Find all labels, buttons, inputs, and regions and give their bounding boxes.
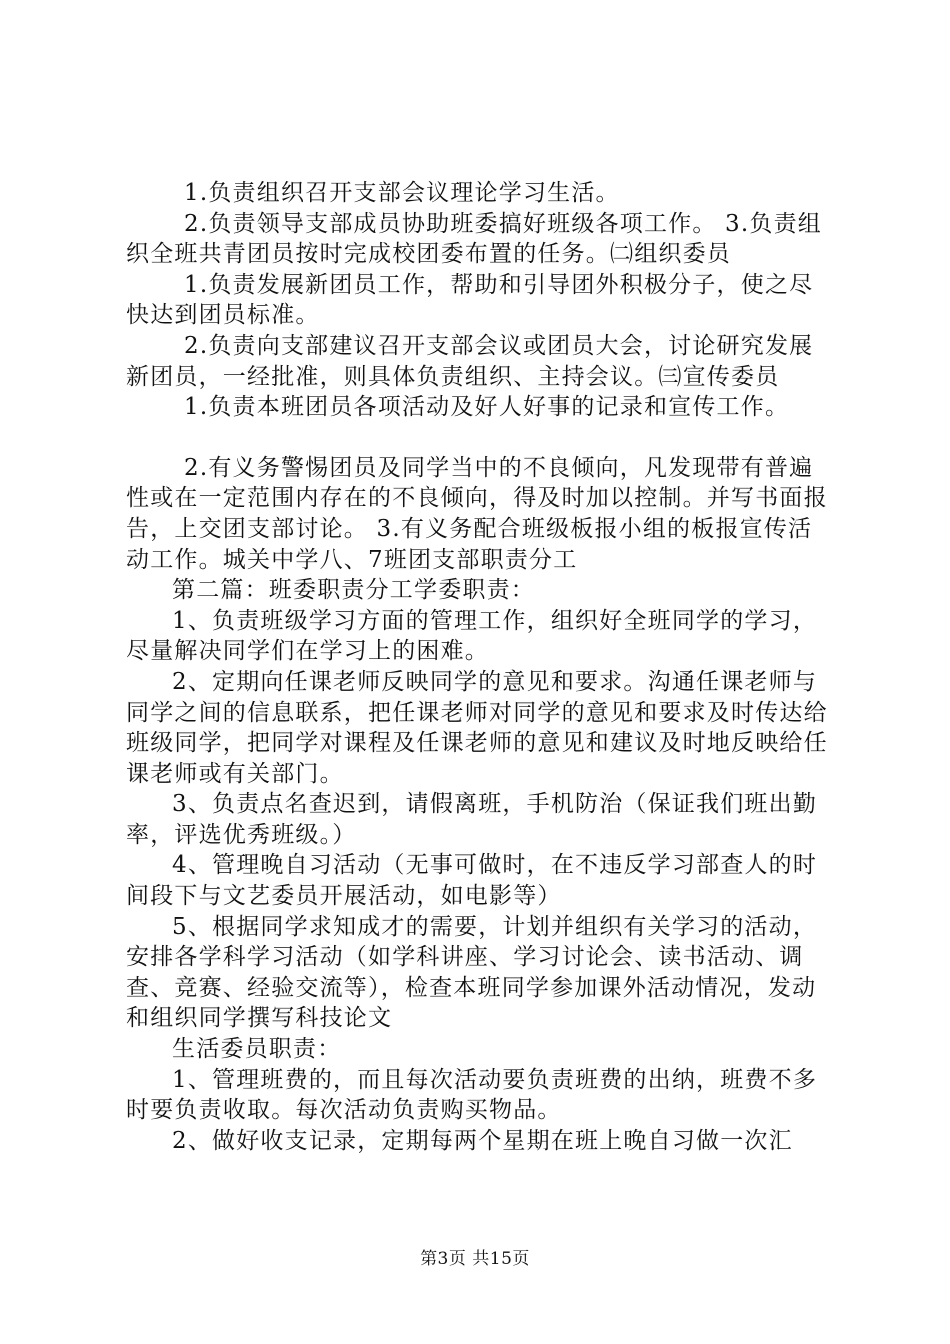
paragraph: 1、负责班级学习方面的管理工作，组织好全班同学的学习，尽量解决同学们在学习上的困难。: [126, 607, 818, 665]
paragraph: 1.负责组织召开支部会议理论学习生活。: [184, 180, 620, 206]
paragraph-gap: [126, 423, 836, 453]
paragraph: 1.负责本班团员各项活动及好人好事的记录和宣传工作。: [184, 394, 790, 421]
paragraph: 5、根据同学求知成才的需要，计划并组织有关学习的活动，安排各学科学习活动（如学科讲座、学习讨论会、读书活动、调查、竞赛、经验交流等），检查本班同学参加课外活动情况，发动和组织同学撰写科技论文: [126, 913, 818, 1032]
paragraph: 2、定期向任课老师反映同学的意见和要求。沟通任课老师与同学之间的信息联系，把任课老师对同学的意见和要求及时传达给班级同学，把同学对课程及任课老师的意见和建议及时地反映给任课老师或有关部门。: [126, 668, 828, 787]
paragraph: 2.有义务警惕团员及同学当中的不良倾向，凡发现带有普遍性或在一定范围内存在的不良倾向，得及时加以控制。并写书面报告，上交团支部讨论。 3.有义务配合班级板报小组的板报宣传活动工作。城关中学八、7班团支部职责分工: [126, 454, 828, 573]
document-body: [126, 178, 836, 1156]
section-heading: 第二篇：班委职责分工学委职责：: [172, 577, 535, 604]
section-heading: 生活委员职责：: [172, 1036, 342, 1063]
paragraph: 1、管理班费的，而且每次活动要负责班费的出纳，班费不多时要负责收取。每次活动负责购买物品。: [126, 1066, 818, 1124]
paragraph: 2.负责领导支部成员协助班委搞好班级各项工作。 3.负责组织全班共青团员按时完成校团委布置的任务。㈡组织委员: [126, 210, 822, 268]
paragraph: 4、管理晚自习活动（无事可做时，在不违反学习部查人的时间段下与文艺委员开展活动，如电影等）: [126, 852, 818, 910]
paragraph: 2.负责向支部建议召开支部会议或团员大会，讨论研究发展新团员，一经批准，则具体负责组织、主持会议。㈢宣传委员: [126, 332, 814, 390]
page-number: 第3页 共15页: [420, 1249, 530, 1269]
paragraph: 1.负责发展新团员工作，帮助和引导团外积极分子，使之尽快达到团员标准。: [126, 271, 814, 329]
paragraph: 3、负责点名查迟到，请假离班，手机防治（保证我们班出勤率，评选优秀班级。）: [126, 791, 818, 848]
paragraph: 2、做好收支记录，定期每两个星期在班上晚自习做一次汇: [172, 1127, 793, 1154]
